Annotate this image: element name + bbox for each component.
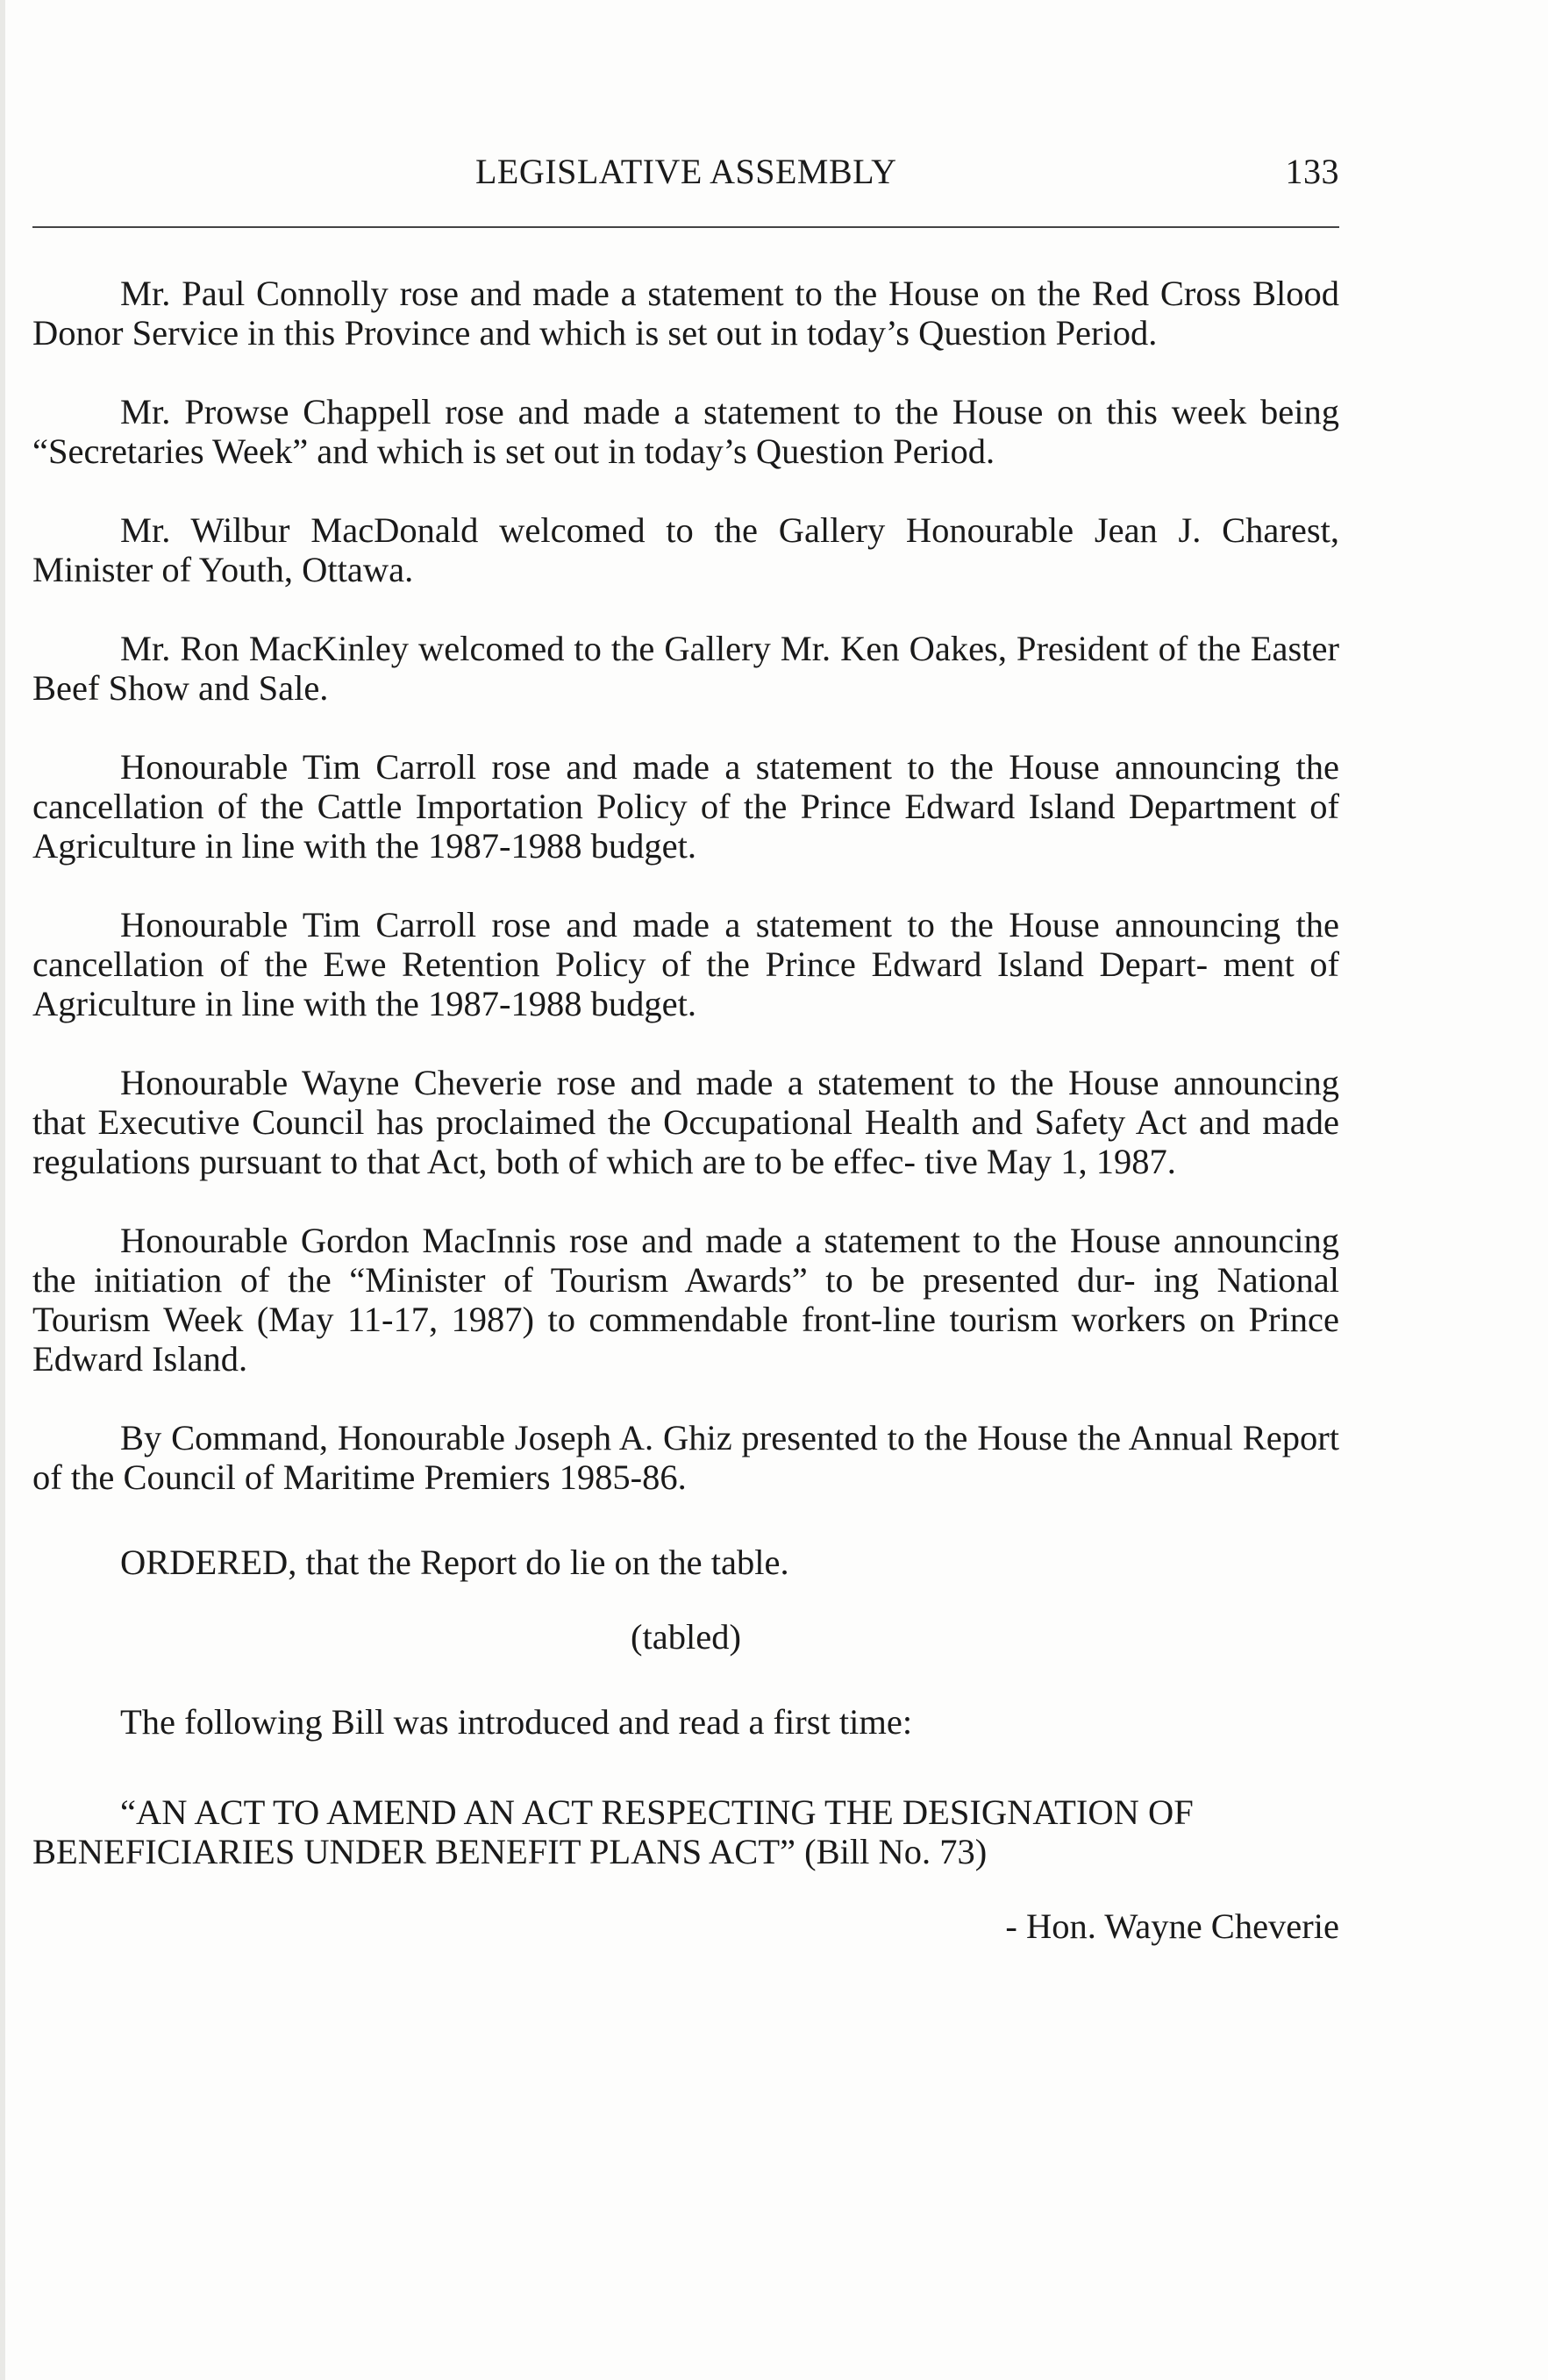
bill-introduction: The following Bill was introduced and read a first time: (120, 1702, 913, 1742)
bill-sponsor: - Hon. Wayne Cheverie (1005, 1906, 1339, 1946)
running-header (32, 151, 1339, 195)
paragraph-macdonald-welcome: Mr. Wilbur MacDonald welcomed to the Gallery Honourable Jean J. Charest, Minister of Youth, Ottawa. (32, 510, 1339, 589)
paragraph-mackinley-welcome: Mr. Ron MacKinley welcomed to the Gallery Mr. Ken Oakes, President of the Easter Beef Show and Sale. (32, 629, 1339, 708)
tabled-note: (tabled) (631, 1617, 741, 1657)
body-text (32, 274, 1339, 1946)
bill-title: “AN ACT TO AMEND AN ACT RESPECTING THE DESIGNATION OF BENEFICIARIES UNDER BENEFIT PLANS ACT” (Bill No. 73) (32, 1792, 1194, 1871)
paragraph-ghiz-report: By Command, Honourable Joseph A. Ghiz presented to the House the Annual Report of the Council of Maritime Premiers 1985-86. (32, 1418, 1339, 1497)
header-rule (32, 226, 1339, 228)
scan-edge-shadow (0, 0, 5, 2380)
page-number: 133 (1285, 152, 1339, 191)
header-title: LEGISLATIVE ASSEMBLY (475, 152, 897, 191)
paragraph-connolly-statement: Mr. Paul Connolly rose and made a statement to the House on the Red Cross Blood Donor Service in this Province and which is set out in today’s Question Period. (32, 274, 1339, 353)
paragraph-chappell-statement: Mr. Prowse Chappell rose and made a statement to the House on this week being “Secretaries Week” and which is set out in today’s Question Period. (32, 392, 1339, 471)
paragraph-carroll-cattle-policy: Honourable Tim Carroll rose and made a statement to the House announcing the cancellation of the Cattle Importation Policy of the Prince Edward Island Department of Agriculture in line with the 1987-1988 budget. (32, 747, 1339, 866)
paragraph-macinnis-statement: Honourable Gordon MacInnis rose and made a statement to the House announcing the initiation of the “Minister of Tourism Awards” to be presented dur- ing National Tourism Week (May 11-17, 1987) to commendable front-line tourism workers on Prince Edward Island. (32, 1221, 1339, 1379)
paragraph-cheverie-statement: Honourable Wayne Cheverie rose and made a statement to the House announcing that Executive Council has proclaimed the Occupational Health and Safety Act and made regulations pursuant to that Act, both of which are to be effec- tive May 1, 1987. (32, 1063, 1339, 1181)
paragraph-carroll-ewe-policy: Honourable Tim Carroll rose and made a statement to the House announcing the cancellation of the Ewe Retention Policy of the Prince Edward Island Depart- ment of Agriculture in line with the 1987-1988 budget. (32, 905, 1339, 1023)
ordered-line: ORDERED, that the Report do lie on the table. (120, 1543, 789, 1582)
